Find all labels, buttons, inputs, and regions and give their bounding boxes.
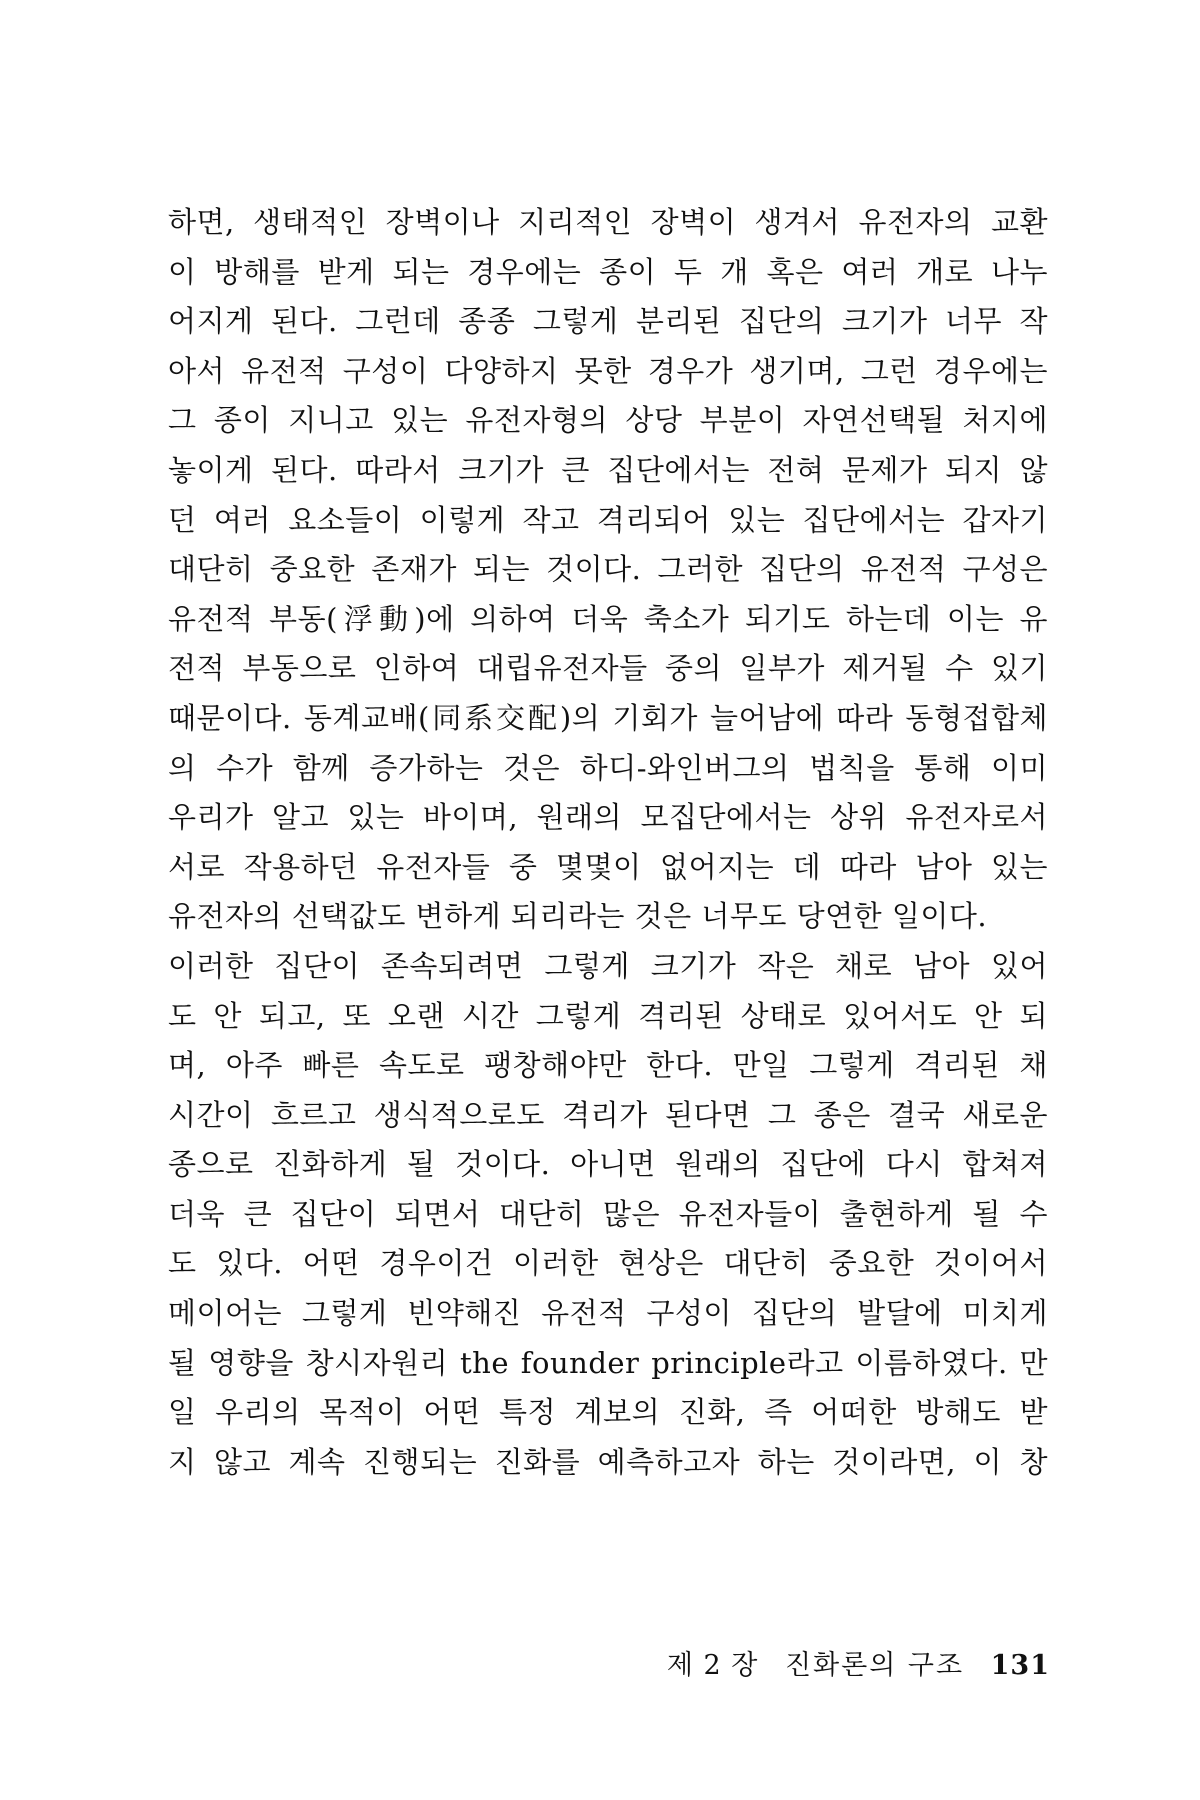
text-line-4: 아서 유전적 구성이 다양하지 못한 경우가 생기며, 그런 경우에는 [168, 353, 1048, 388]
page-footer [630, 1646, 1050, 1686]
text-line-14: 서로 작용하던 유전자들 중 몇몇이 없어지는 데 따라 남아 있는 [168, 849, 1048, 884]
text-line-18: 며, 아주 빠른 속도로 팽창해야만 한다. 만일 그렇게 격리된 채 [168, 1048, 1048, 1083]
text-line-24: 될 영향을 창시자원리 the founder principle라고 이름하였다. 만 [168, 1345, 1048, 1380]
text-line-17: 도 안 되고, 또 오랜 시간 그렇게 격리된 상태로 있어서도 안 되 [168, 998, 1048, 1033]
text-line-26: 지 않고 계속 진행되는 진화를 예측하고자 하는 것이라면, 이 창 [168, 1444, 1048, 1479]
chapter-label: 제 2 장 [666, 1650, 759, 1681]
text-line-20: 종으로 진화하게 될 것이다. 아니면 원래의 집단에 다시 합쳐져 [168, 1147, 1048, 1182]
text-line-1: 하면, 생태적인 장벽이나 지리적인 장벽이 생겨서 유전자의 교환 [168, 205, 1048, 239]
text-line-23: 메이어는 그렇게 빈약해진 유전적 구성이 집단의 발달에 미치게 [168, 1296, 1048, 1331]
text-line-13: 우리가 알고 있는 바이며, 원래의 모집단에서는 상위 유전자로서 [168, 800, 1048, 835]
text-line-22: 도 있다. 어떤 경우이건 이러한 현상은 대단히 중요한 것이어서 [168, 1246, 1048, 1281]
text-line-16: 이러한 집단이 존속되려면 그렇게 크기가 작은 채로 남아 있어 [168, 948, 1048, 983]
text-line-12: 의 수가 함께 증가하는 것은 하디-와인버그의 법칙을 통해 이미 [168, 750, 1048, 785]
text-line-8: 대단히 중요한 존재가 되는 것이다. 그러한 집단의 유전적 구성은 [168, 552, 1048, 587]
text-line-10: 전적 부동으로 인하여 대립유전자들 중의 일부가 제거될 수 있기 [168, 651, 1048, 686]
text-line-6: 놓이게 된다. 따라서 크기가 큰 집단에서는 전혀 문제가 되지 않 [168, 452, 1048, 487]
text-line-7: 던 여러 요소들이 이렇게 작고 격리되어 있는 집단에서는 갑자기 [168, 502, 1048, 537]
text-line-3: 어지게 된다. 그런데 종종 그렇게 분리된 집단의 크기가 너무 작 [168, 304, 1048, 339]
body-text [168, 198, 1048, 1487]
chapter-title: 진화론의 구조 [784, 1650, 965, 1681]
text-line-9: 유전적 부동(浮動)에 의하여 더욱 축소가 되기도 하는데 이는 유 [168, 601, 1048, 636]
text-line-2: 이 방해를 받게 되는 경우에는 종이 두 개 혹은 여러 개로 나누 [168, 254, 1048, 289]
text-line-11: 때문이다. 동계교배(同系交配)의 기회가 늘어남에 따라 동형접합체 [168, 700, 1048, 735]
text-line-21: 더욱 큰 집단이 되면서 대단히 많은 유전자들이 출현하게 될 수 [168, 1196, 1048, 1231]
text-line-15: 유전자의 선택값도 변하게 되리라는 것은 너무도 당연한 일이다. [168, 899, 988, 934]
text-line-19: 시간이 흐르고 생식적으로도 격리가 된다면 그 종은 결국 새로운 [168, 1097, 1048, 1132]
text-line-5: 그 종이 지니고 있는 유전자형의 상당 부분이 자연선택될 처지에 [168, 403, 1048, 438]
text-line-25: 일 우리의 목적이 어떤 특정 계보의 진화, 즉 어떠한 방해도 받 [168, 1395, 1048, 1430]
page-number: 131 [990, 1650, 1050, 1681]
